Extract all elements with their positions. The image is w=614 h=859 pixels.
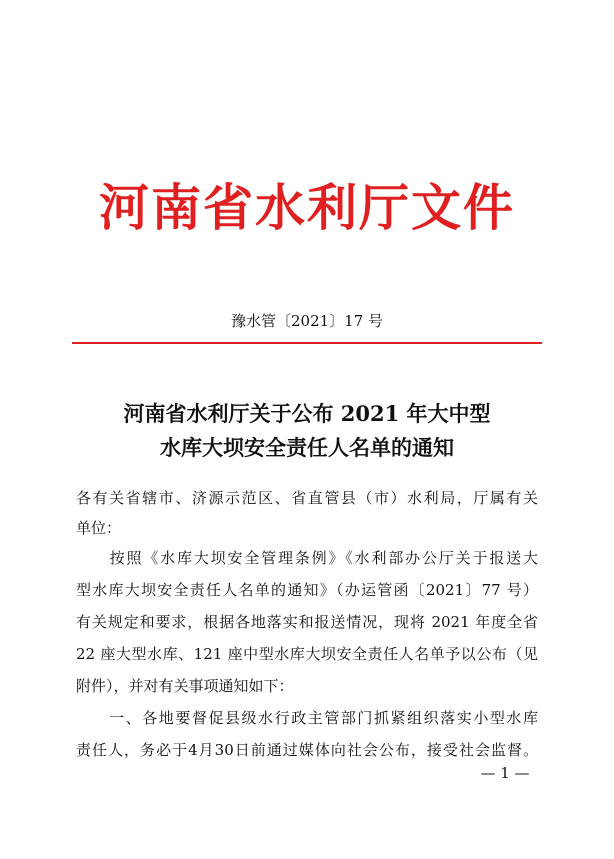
body-line: 型水库大坝安全责任人名单的通知》（办运管函〔2021〕77 号）: [76, 581, 538, 599]
body-line: 责任人，务必于4月30日前通过媒体向社会公布，接受社会监督。: [76, 741, 538, 759]
notice-title-line-1: 河南省水利厅关于公布 2021 年大中型: [123, 401, 491, 426]
notice-title-line-2: 水库大坝安全责任人名单的通知: [160, 435, 454, 460]
document-header-title: 河南省水利厅文件: [99, 178, 515, 237]
body-line: 附件），并对有关事项通知如下：: [76, 677, 294, 695]
header-red-divider: [72, 342, 542, 344]
body-line: 单位：: [76, 519, 122, 537]
body-line: 22 座大型水库、121 座中型水库大坝安全责任人名单予以公布（见: [76, 645, 538, 663]
body-line: 有关规定和要求，根据各地落实和报送情况，现将 2021 年度全省: [76, 613, 538, 631]
body-line: 按照《水库大坝安全管理条例》《水利部办公厅关于报送大: [76, 549, 538, 567]
document-number: 豫水管〔2021〕17 号: [230, 312, 384, 330]
body-line: 一、各地要督促县级水行政主管部门抓紧组织落实小型水库: [76, 709, 538, 727]
body-line: 各有关省辖市、济源示范区、省直管县（市）水利局，厅属有关: [76, 489, 538, 507]
page-number: — 1 —: [480, 764, 530, 782]
